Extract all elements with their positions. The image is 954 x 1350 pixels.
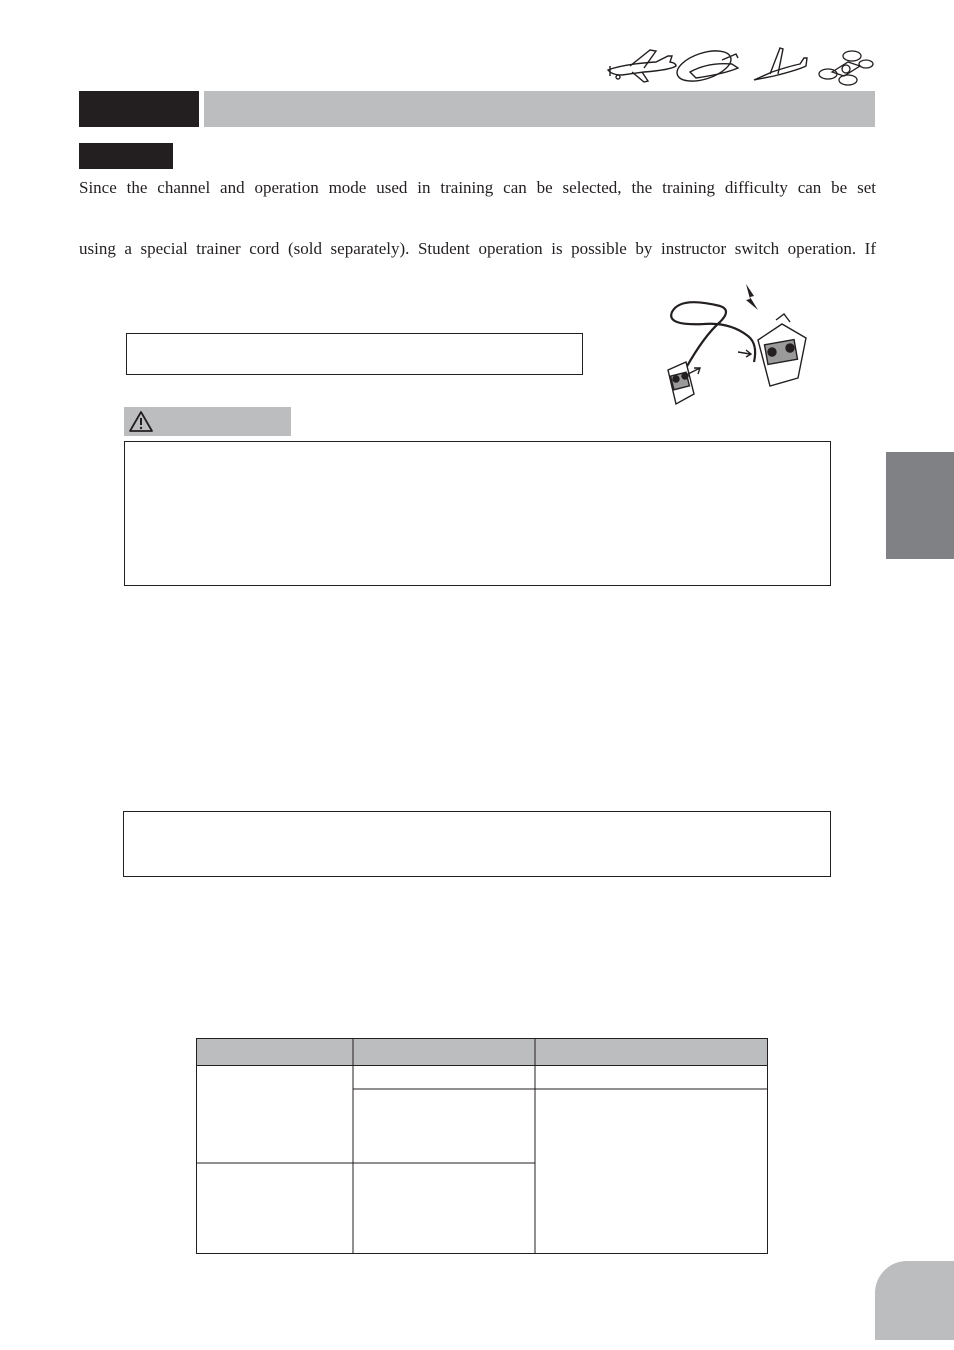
multicopter-icon — [819, 51, 873, 85]
trainer-cord-illustration — [658, 282, 818, 412]
trainer-cord — [671, 302, 755, 368]
section-title-block — [79, 91, 199, 127]
settings-table — [196, 1038, 768, 1254]
instructor-transmitter-icon — [738, 314, 806, 386]
glider-icon — [673, 45, 738, 86]
note-box — [126, 333, 583, 375]
warning-box — [124, 441, 831, 586]
header-aircraft-art — [604, 44, 874, 86]
body-text-line: using a special trainer cord (sold separately). Student operation is possible by instructor switch operation. If — [79, 239, 876, 258]
section-title-bar — [204, 91, 875, 127]
subsection-label-block — [79, 143, 173, 169]
airplane-icon — [608, 50, 676, 82]
page-number-tab — [875, 1261, 954, 1340]
warning-triangle-icon — [128, 410, 154, 433]
table-header-row — [197, 1039, 768, 1066]
body-text-line: Since the channel and operation mode used in training can be selected, the training difficulty can be set — [79, 178, 876, 197]
student-transmitter-icon — [668, 362, 700, 404]
note-box — [123, 811, 831, 877]
signal-bolt-icon — [746, 284, 758, 310]
chapter-side-tab — [886, 452, 954, 559]
sailplane-icon — [754, 48, 807, 80]
